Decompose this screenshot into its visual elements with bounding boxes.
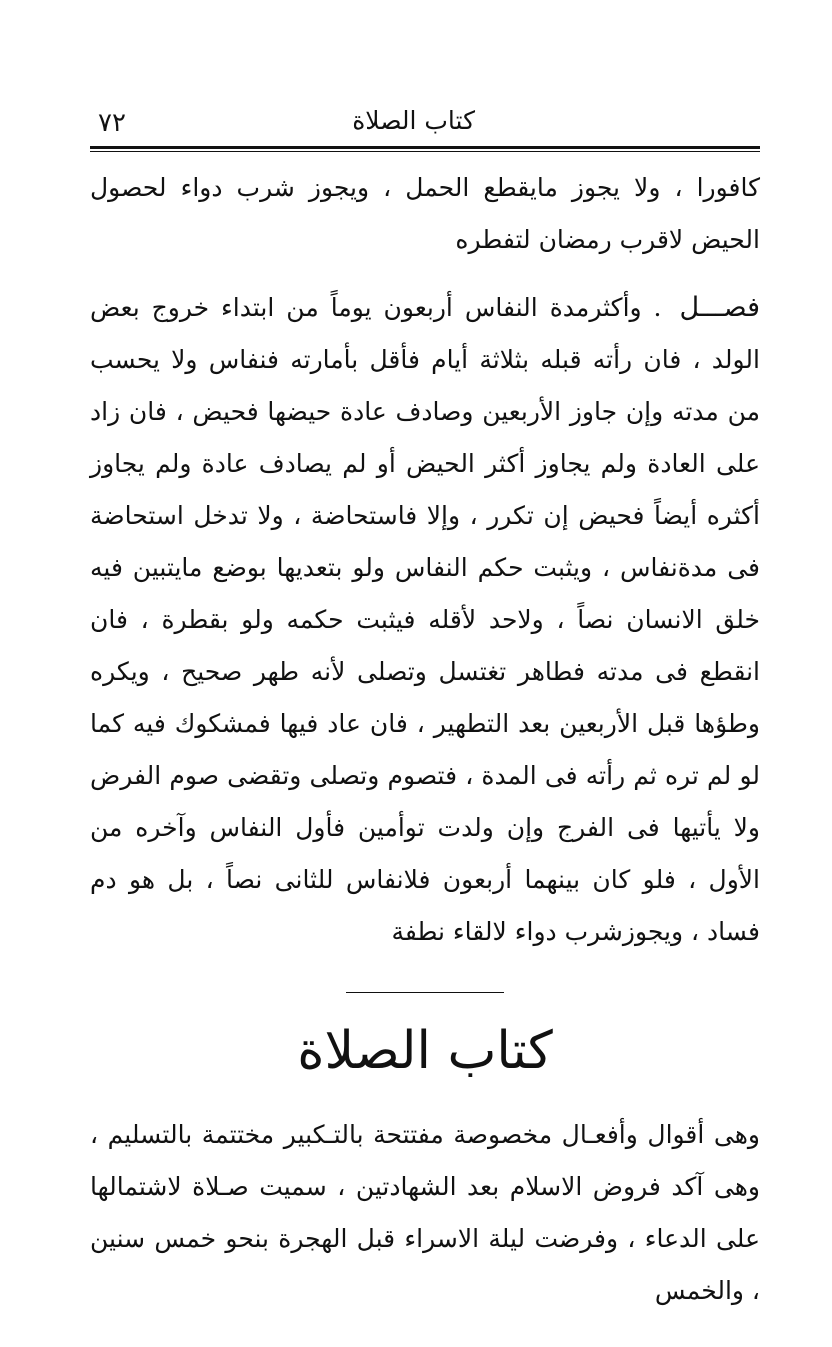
section-paragraph (90, 282, 760, 958)
page-number: ٧٢ (98, 108, 126, 138)
section-label: فصـــل (679, 292, 760, 323)
header-rule-thin (90, 151, 760, 152)
chapter-paragraph: وهى أقوال وأفعـال مخصوصة مفتتحة بالتـكبير مختتمة بالتسليم ، وهى آكد فروض الاسلام بعد الشهادتين ، سميت صـلاة لاشتمالها على الدعاء ، وفرضت ليلة الاسراء قبل الهجرة بنحو خمس سنين ، والخمس (90, 1120, 760, 1305)
section-divider (346, 992, 504, 993)
section-text: . وأكثرمدة النفاس أربعون يوماً من ابتداء خروج بعض الولد ، فان رأته قبله بثلاثة أيام فأقل بأمارته فنفاس ولا يحسب من مدته وإن جاوز الأربعين وصادف عادة حيضها فحيض ، فان زاد على العادة ولم يجاوز أكثر الحيض أو لم يصادف عادة ولم يجاوز أكثره أيضاً فحيض إن تكرر ، وإلا فاستحاضة ، ولا تدخل استحاضة فى مدةنفاس ، ويثبت حكم النفاس ولو بتعديها بوضع مايتبين فيه خلق الانسان نصاً ، ولاحد لأقله فيثبت حكمه ولو بقطرة ، فان انقطع فى مدته فطاهر تغتسل وتصلى لأنه طهر صحيح ، ويكره وطؤها قبل الأربعين بعد التطهير ، فان عاد فيها فمشكوك فيه كما لو لم تره ثم رأته فى المدة ، فتصوم وتصلى وتقضى صوم الفرض ولا يأتيها فى الفرج وإن ولدت توأمين فأول النفاس وآخره من الأول ، فلو كان بينهما أربعون فلانفاس للثانى نصاً ، بل هو دم فساد ، ويجوزشرب دواء لالقاء نطفة (90, 293, 761, 946)
paragraph-continuation: كافورا ، ولا يجوز مايقطع الحمل ، ويجوز شرب دواء لحصول الحيض لاقرب رمضان لتفطره (90, 173, 760, 254)
header-rule-thick (90, 146, 760, 149)
running-header-title: كتاب الصلاة (352, 106, 475, 135)
chapter-title: كتاب الصلاة (297, 1021, 553, 1081)
book-page (90, 100, 760, 1317)
running-header (90, 100, 760, 146)
